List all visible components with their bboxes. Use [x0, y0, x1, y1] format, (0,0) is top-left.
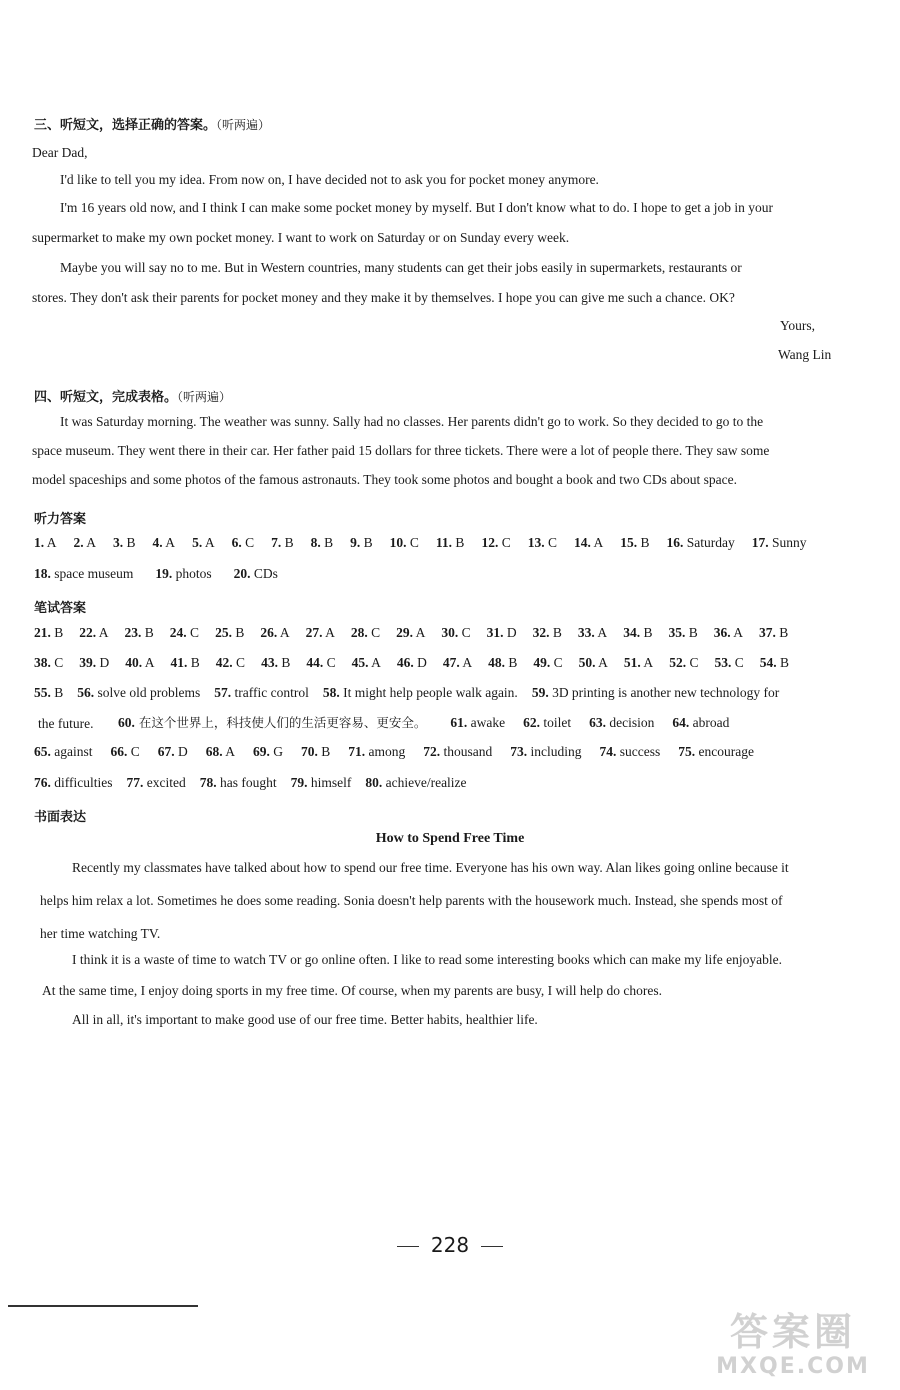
- answer-number: 68.: [205, 744, 223, 759]
- answer-value: A: [595, 655, 608, 670]
- answer-item: [271, 535, 294, 550]
- answer-value: B: [123, 535, 136, 550]
- answer-value: Saturday: [683, 535, 735, 550]
- answer-item: [481, 535, 510, 550]
- answer-item: [260, 625, 289, 640]
- answer-number: 61.: [450, 715, 468, 730]
- answer-value: D: [174, 744, 188, 759]
- answer-number: 59.: [531, 685, 549, 700]
- written-answers-heading: 笔试答案: [34, 601, 87, 616]
- answer-value: B: [505, 655, 518, 670]
- answer-item: [510, 744, 581, 759]
- answer-value: C: [458, 625, 471, 640]
- answer-number: 43.: [261, 655, 278, 670]
- answer-value: C: [544, 535, 557, 550]
- answer-value: against: [50, 744, 93, 759]
- answer-item: [600, 744, 661, 759]
- answer-number: 44.: [306, 655, 324, 670]
- letter-signature: Wang Lin: [778, 347, 832, 362]
- answer-item: [623, 625, 652, 640]
- answer-item: [443, 655, 472, 670]
- answer-value: A: [640, 655, 654, 670]
- answer-value: excited: [143, 775, 186, 790]
- answer-value: B: [141, 625, 154, 640]
- answer-number: 74.: [599, 744, 617, 759]
- answer-value: D: [413, 655, 427, 670]
- answer-number: 10.: [389, 535, 407, 550]
- answer-number: 22.: [79, 625, 97, 640]
- answer-item: [214, 685, 309, 700]
- answer-number: 5.: [192, 535, 203, 550]
- answer-item: [34, 535, 57, 550]
- answer-number: 57.: [214, 685, 232, 700]
- answer-number: 26.: [260, 625, 278, 640]
- answer-number: 50.: [578, 655, 596, 670]
- answer-value: B: [685, 625, 698, 640]
- answer-value: C: [186, 625, 200, 640]
- answer-value: C: [686, 655, 699, 670]
- answer-number: 24.: [169, 625, 187, 640]
- answer-item: [668, 625, 697, 640]
- answer-number: 53.: [714, 655, 732, 670]
- answer-item: [79, 655, 109, 670]
- answer-number: 73.: [510, 744, 528, 759]
- answer-item: [206, 744, 235, 759]
- answer-value: awake: [467, 715, 506, 730]
- answer-item: [397, 655, 427, 670]
- answer-value: abroad: [689, 715, 730, 730]
- answer-value: himself: [307, 775, 352, 790]
- answer-number: 38.: [34, 655, 51, 670]
- answer-number: 15.: [620, 535, 638, 550]
- passage-line: It was Saturday morning. The weather was sunny. Sally had no classes. Her parents didn't go to work. So they decided to go to the: [60, 414, 764, 429]
- answer-item: [574, 535, 603, 550]
- answer-item: [216, 655, 245, 670]
- answer-item: [306, 625, 335, 640]
- answer-item: [450, 715, 505, 730]
- answer-value: difficulties: [50, 775, 113, 790]
- answer-value: traffic control: [231, 685, 309, 700]
- answer-item: [158, 744, 188, 759]
- answer-value: D: [503, 625, 517, 640]
- answer-item: [667, 535, 735, 550]
- answer-value: B: [50, 685, 64, 700]
- answer-number: 47.: [442, 655, 460, 670]
- answer-number: 8.: [310, 535, 321, 550]
- answer-number: 13.: [527, 535, 545, 550]
- answer-number: 2.: [73, 535, 84, 550]
- answer-value: A: [590, 535, 604, 550]
- answer-item: [759, 625, 788, 640]
- answer-item: [234, 566, 278, 581]
- answer-value: C: [241, 535, 255, 550]
- bottom-rule: [8, 1305, 198, 1307]
- answer-value: toilet: [539, 715, 572, 730]
- answer-number: 67.: [157, 744, 175, 759]
- answer-value: B: [640, 625, 653, 640]
- written-row-6: [34, 775, 467, 791]
- section-4-note: （听两遍）: [177, 390, 232, 404]
- written-row-5: [34, 744, 754, 760]
- answer-value: A: [162, 535, 176, 550]
- answer-value: A: [413, 625, 426, 640]
- answer-number: 40.: [125, 655, 143, 670]
- answer-number: 72.: [423, 744, 441, 759]
- answer-value: C: [406, 535, 419, 550]
- answer-number: 12.: [481, 535, 499, 550]
- answer-item: [306, 655, 335, 670]
- answer-item: [34, 744, 93, 759]
- answer-item: [579, 655, 608, 670]
- answer-value: It might help people walk again.: [339, 685, 518, 700]
- answer-value: B: [317, 744, 331, 759]
- answer-value: thousand: [440, 744, 493, 759]
- answer-item: [624, 655, 653, 670]
- answer-number: 11.: [435, 535, 453, 550]
- answer-item: [488, 655, 517, 670]
- answer-number: 23.: [124, 625, 142, 640]
- answer-value: CDs: [250, 566, 278, 581]
- answer-value: Sunny: [768, 535, 807, 550]
- answer-value: C: [367, 625, 381, 640]
- answer-item: [253, 744, 283, 759]
- answer-value: C: [232, 655, 246, 670]
- answer-number: 16.: [666, 535, 684, 550]
- essay-line: I think it is a waste of time to watch TV or go online often. I like to read some interesting books which can make my life enjoyable.: [72, 952, 782, 967]
- answer-item: [192, 535, 215, 550]
- answer-value: C: [550, 655, 563, 670]
- answer-value: C: [127, 744, 140, 759]
- answer-number: 52.: [669, 655, 687, 670]
- answer-number: 35.: [668, 625, 686, 640]
- answer-item: [323, 685, 518, 700]
- answer-item: [350, 535, 373, 550]
- answer-number: 55.: [34, 685, 51, 700]
- answer-number: 51.: [623, 655, 641, 670]
- answer-number: 80.: [365, 775, 383, 790]
- answer-item: [669, 655, 698, 670]
- answer-number: 69.: [253, 744, 270, 759]
- answer-number: 3.: [113, 535, 124, 550]
- answer-item: [232, 535, 255, 550]
- answer-number: 6.: [231, 535, 242, 550]
- letter-greeting: Dear Dad,: [32, 145, 88, 160]
- answer-item: [760, 655, 789, 670]
- answer-number: 14.: [573, 535, 591, 550]
- answer-item: [171, 655, 200, 670]
- answer-value: B: [360, 535, 373, 550]
- answer-number: 9.: [350, 535, 361, 550]
- answer-value: C: [50, 655, 64, 670]
- answer-number: 37.: [758, 625, 776, 640]
- answer-item: [34, 566, 133, 581]
- answer-item: [533, 625, 562, 640]
- answer-value: 3D printing is another new technology for: [548, 685, 780, 700]
- letter-paragraph: I'd like to tell you my idea. From now on, I have decided not to ask you for pocket money anymore.: [60, 172, 599, 187]
- answer-item: [533, 655, 562, 670]
- answer-value: B: [320, 535, 334, 550]
- answer-number: 48.: [488, 655, 505, 670]
- answer-value: space museum: [50, 566, 134, 581]
- answer-number: 4.: [152, 535, 163, 550]
- answer-number: 7.: [271, 535, 282, 550]
- answer-number: 20.: [233, 566, 251, 581]
- page-number-text: 228: [430, 1233, 470, 1257]
- answer-item: [301, 744, 330, 759]
- answer-item: [436, 535, 465, 550]
- answer-value: B: [281, 535, 294, 550]
- answer-number: 62.: [523, 715, 540, 730]
- answer-number: 75.: [678, 744, 696, 759]
- essay-line: Recently my classmates have talked about how to spend our free time. Everyone has his own way. Alan likes going online because it: [72, 860, 789, 875]
- answer-number: 19.: [155, 566, 173, 581]
- answer-number: 18.: [34, 566, 51, 581]
- answer-item: [155, 566, 211, 581]
- answer-item: [34, 655, 63, 670]
- answer-item: [714, 655, 743, 670]
- watermark-url: MXQE.COM: [716, 1354, 870, 1379]
- answer-number: 25.: [215, 625, 232, 640]
- answer-number: 77.: [126, 775, 144, 790]
- answer-item: [153, 535, 176, 550]
- answer-number: 66.: [110, 744, 128, 759]
- answer-number: 45.: [351, 655, 369, 670]
- essay-line: At the same time, I enjoy doing sports in my free time. Of course, when my parents are busy, I will help do chores.: [42, 983, 662, 998]
- essay-line: All in all, it's important to make good use of our free time. Better habits, healthier life.: [72, 1012, 538, 1027]
- answer-item: [127, 775, 186, 790]
- answer-item: [113, 535, 136, 550]
- answer-value: including: [527, 744, 582, 759]
- listening-row-2: [34, 566, 278, 582]
- answer-item: [348, 744, 405, 759]
- answer-item: [523, 715, 571, 730]
- answer-number: 36.: [713, 625, 731, 640]
- answer-item: [170, 625, 199, 640]
- essay-line: helps him relax a lot. Sometimes he does some reading. Sonia doesn't help parents with the housework much. Instead, she spends most of: [40, 893, 783, 908]
- answer-number: 54.: [759, 655, 777, 670]
- answer-number: 33.: [577, 625, 595, 640]
- answer-item: [528, 535, 557, 550]
- answer-value: among: [365, 744, 406, 759]
- answer-value: A: [368, 655, 381, 670]
- answer-item: [423, 744, 492, 759]
- answer-number: 63.: [589, 715, 606, 730]
- answer-value: A: [222, 744, 236, 759]
- answer-value: photos: [172, 566, 212, 581]
- answer-value: D: [96, 655, 110, 670]
- answer-value: achieve/realize: [382, 775, 467, 790]
- page-number-dash-right: [481, 1246, 503, 1247]
- section-3-heading: [34, 114, 270, 133]
- answer-value: B: [549, 625, 562, 640]
- answer-item: [352, 655, 381, 670]
- answer-value: A: [96, 625, 109, 640]
- answer-item: [672, 715, 729, 730]
- answer-value: A: [202, 535, 215, 550]
- answer-item: [620, 535, 649, 550]
- written-row-2: [34, 655, 789, 671]
- answer-value: G: [269, 744, 284, 759]
- answer-item: [111, 744, 140, 759]
- answer-item: [487, 625, 517, 640]
- answer-value: solve old problems: [94, 685, 201, 700]
- letter-paragraph: supermarket to make my own pocket money. I want to work on Saturday or on Sunday every week.: [32, 230, 570, 245]
- answer-item: [396, 625, 425, 640]
- answer-number: 29.: [396, 625, 413, 640]
- answer-number: 41.: [170, 655, 188, 670]
- answer-number: 42.: [215, 655, 233, 670]
- answer-value: A: [459, 655, 473, 670]
- answer-value: B: [231, 625, 245, 640]
- written-row-3: [34, 685, 779, 701]
- answer-number: 27.: [305, 625, 323, 640]
- answer-number: 21.: [34, 625, 51, 640]
- answer-value: A: [594, 625, 608, 640]
- letter-paragraph: stores. They don't ask their parents for pocket money and they make it by themselves. I hope you can give me such a chance. OK?: [32, 290, 735, 305]
- written-row-1: [34, 625, 788, 641]
- answer-number: 76.: [34, 775, 51, 790]
- answer-number: 39.: [79, 655, 97, 670]
- answer-number: 32.: [532, 625, 550, 640]
- answer-value: A: [277, 625, 290, 640]
- answer-item: [34, 775, 113, 790]
- answer-value: A: [83, 535, 97, 550]
- answer-value: B: [50, 625, 64, 640]
- answer-value: A: [730, 625, 743, 640]
- answer-number: 58.: [322, 685, 340, 700]
- answer-number: 56.: [77, 685, 95, 700]
- answer-number: 30.: [441, 625, 459, 640]
- answer-item: [532, 685, 779, 700]
- section-3-title: 三、听短文，选择正确的答案。: [34, 118, 217, 133]
- answer-number: 60.: [118, 715, 135, 730]
- answer-value: A: [322, 625, 335, 640]
- section-3-note: （听两遍）: [216, 118, 271, 132]
- answer-item: [311, 535, 334, 550]
- answer-number: 46.: [396, 655, 414, 670]
- passage-line: model spaceships and some photos of the famous astronauts. They took some photos and bought a book and two CDs about space.: [32, 472, 738, 487]
- written-row-4: [118, 713, 729, 731]
- answer-item: [118, 715, 426, 730]
- listening-answers-heading: 听力答案: [34, 512, 87, 527]
- writing-heading: 书面表达: [34, 810, 87, 825]
- answer-item: [125, 625, 154, 640]
- answer-item: [390, 535, 419, 550]
- answer-number: 49.: [533, 655, 551, 670]
- answer-value: success: [616, 744, 661, 759]
- answer-value: B: [637, 535, 650, 550]
- answer-value: B: [277, 655, 291, 670]
- section-4-title: 四、听短文，完成表格。: [34, 390, 178, 405]
- letter-closing: Yours,: [780, 318, 816, 333]
- answer-value: B: [452, 535, 465, 550]
- answer-number: 65.: [34, 744, 51, 759]
- answer-value: B: [775, 625, 789, 640]
- answer-value: A: [142, 655, 155, 670]
- answer-value: B: [776, 655, 789, 670]
- answer-item: [578, 625, 607, 640]
- written-row-4-continuation: the future.: [38, 716, 94, 731]
- answer-item: [215, 625, 244, 640]
- passage-line: space museum. They went there in their car. Her father paid 15 dollars for three tickets. There were a lot of people there. They saw some: [32, 443, 770, 458]
- answer-item: [678, 744, 754, 759]
- answer-item: [714, 625, 743, 640]
- answer-item: [74, 535, 97, 550]
- watermark-logo: [698, 1310, 888, 1384]
- answer-item: [291, 775, 352, 790]
- letter-paragraph: I'm 16 years old now, and I think I can make some pocket money by myself. But I don't know what to do. I hope to get a job in your: [60, 200, 773, 215]
- answer-number: 17.: [751, 535, 769, 550]
- answer-number: 70.: [301, 744, 318, 759]
- answer-item: [365, 775, 466, 790]
- answer-number: 28.: [350, 625, 368, 640]
- page-number: [0, 1233, 900, 1257]
- answer-item: [589, 715, 654, 730]
- answer-item: [34, 625, 63, 640]
- watermark-logo-mark: 答案圈: [729, 1310, 856, 1354]
- answer-number: 71.: [348, 744, 366, 759]
- answer-number: 34.: [623, 625, 641, 640]
- listening-row-1: [34, 535, 807, 551]
- answer-value: has fought: [216, 775, 277, 790]
- answer-value: C: [323, 655, 336, 670]
- answer-number: 1.: [34, 535, 45, 550]
- answer-value: 在这个世界上，科技使人们的生活更容易、更安全。: [134, 715, 427, 730]
- answer-item: [125, 655, 154, 670]
- page-number-dash-left: [397, 1246, 419, 1247]
- answer-item: [441, 625, 470, 640]
- answer-value: C: [498, 535, 511, 550]
- answer-value: decision: [605, 715, 655, 730]
- section-4-heading: [34, 386, 231, 405]
- answer-item: [34, 685, 63, 700]
- answer-number: 79.: [290, 775, 308, 790]
- letter-paragraph: Maybe you will say no to me. But in Western countries, many students can get their jobs easily in supermarkets, restaurants or: [60, 260, 742, 275]
- answer-item: [79, 625, 108, 640]
- answer-value: C: [731, 655, 744, 670]
- answer-value: encourage: [695, 744, 755, 759]
- essay-line: her time watching TV.: [40, 926, 161, 941]
- answer-item: [261, 655, 290, 670]
- answer-item: [77, 685, 200, 700]
- answer-item: [200, 775, 277, 790]
- essay-title: How to Spend Free Time: [375, 831, 525, 846]
- answer-number: 78.: [199, 775, 217, 790]
- answer-value: B: [187, 655, 200, 670]
- answer-number: 64.: [672, 715, 690, 730]
- answer-value: A: [44, 535, 57, 550]
- answer-number: 31.: [486, 625, 504, 640]
- answer-item: [752, 535, 807, 550]
- answer-item: [351, 625, 380, 640]
